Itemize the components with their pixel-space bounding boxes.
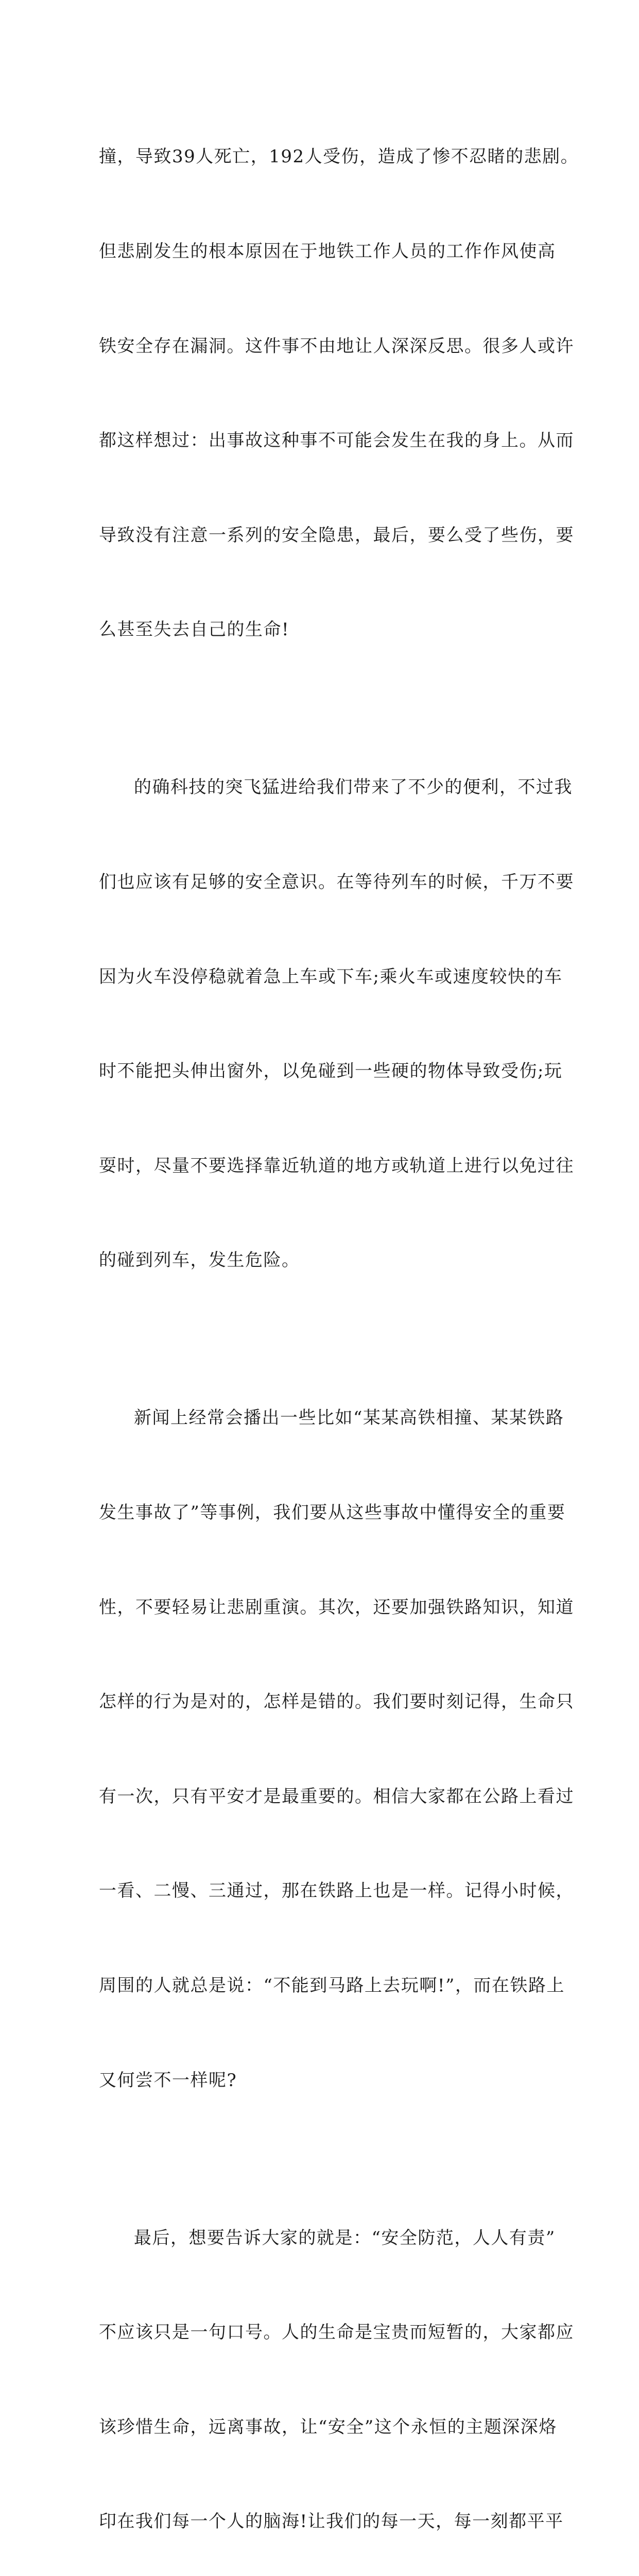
text-line: 么甚至失去自己的生命! — [99, 619, 290, 640]
text-line: 最后，想要告诉大家的就是：“安全防范，人人有责” — [134, 2227, 556, 2248]
text-line: 性，不要轻易让悲剧重演。其次，还要加强铁路知识，知道 — [99, 1597, 574, 1618]
text-line: 撞，导致39人死亡，192人受伤，造成了惨不忍睹的悲剧。 — [99, 146, 579, 167]
text-line: 耍时，尽量不要选择靠近轨道的地方或轨道上进行以免过往 — [99, 1155, 574, 1176]
text-line: 但悲剧发生的根本原因在于地铁工作人员的工作作风使高 — [99, 241, 556, 262]
text-line: 的碰到列车，发生危险。 — [99, 1250, 300, 1271]
text-line: 铁安全存在漏洞。这件事不由地让人深深反思。很多人或许 — [99, 335, 574, 357]
text-line: 们也应该有足够的安全意识。在等待列车的时候，千万不要 — [99, 871, 574, 892]
paragraph-2 — [99, 709, 574, 1340]
text-line: 有一次，只有平安才是最重要的。相信大家都在公路上看过 — [99, 1786, 574, 1807]
paragraph-4 — [99, 2159, 574, 2576]
text-line: 导致没有注意一系列的安全隐患，最后，要么受了些伤，要 — [99, 524, 574, 546]
text-line: 时不能把头伸出窗外，以免碰到一些硬的物体导致受伤;玩 — [99, 1061, 563, 1082]
text-line: 周围的人就总是说：“不能到马路上去玩啊!”，而在铁路上 — [99, 1975, 565, 1996]
text-line: 的确科技的突飞猛进给我们带来了不少的便利，不过我 — [134, 777, 573, 798]
text-line: 该珍惜生命，远离事故，让“安全”这个永恒的主题深深烙 — [99, 2416, 557, 2437]
text-line: 印在我们每一个人的脑海!让我们的每一天，每一刻都平平 — [99, 2511, 564, 2532]
text-line: 又何尝不一样呢? — [99, 2070, 237, 2091]
paragraph-3 — [99, 1340, 574, 2159]
text-line: 发生事故了”等事例，我们要从这些事故中懂得安全的重要 — [99, 1502, 566, 1523]
text-line: 新闻上经常会播出一些比如“某某高铁相撞、某某铁路 — [134, 1408, 564, 1429]
text-line: 都这样想过：出事故这种事不可能会发生在我的身上。从而 — [99, 430, 574, 451]
text-line: 因为火车没停稳就着急上车或下车;乘火车或速度较快的车 — [99, 966, 563, 987]
text-line: 怎样的行为是对的，怎样是错的。我们要时刻记得，生命只 — [99, 1691, 574, 1713]
paragraph-1 — [99, 78, 579, 709]
text-line: 不应该只是一句口号。人的生命是宝贵而短暂的，大家都应 — [99, 2322, 574, 2343]
document-body — [99, 78, 579, 2576]
text-line: 一看、二慢、三通过，那在铁路上也是一样。记得小时候， — [99, 1880, 574, 1902]
